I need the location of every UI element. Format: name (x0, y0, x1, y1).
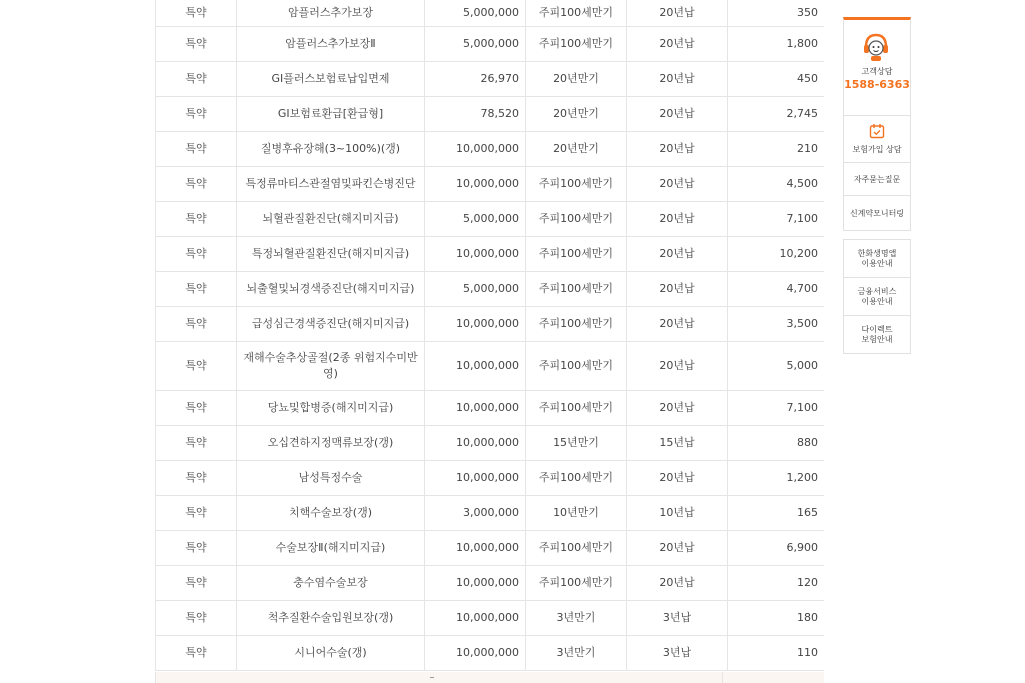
row-term: 주피100세만기 (526, 566, 627, 601)
row-amount: 10,000,000 (425, 132, 526, 167)
rider-table (156, 0, 824, 671)
table-row (156, 202, 824, 237)
table-row (156, 0, 824, 27)
row-name: GI보험료환급[환급형] (237, 97, 425, 132)
row-pay-period: 20년납 (627, 167, 728, 202)
row-premium: 4,700 (728, 272, 825, 307)
contract-monitoring-link[interactable]: 신계약모니터링 (849, 208, 905, 218)
row-type: 특약 (156, 636, 237, 671)
table-row (156, 307, 824, 342)
footer-tick (430, 677, 434, 678)
row-premium: 1,800 (728, 27, 825, 62)
row-amount: 5,000,000 (425, 27, 526, 62)
row-term: 주피100세만기 (526, 461, 627, 496)
table-row (156, 132, 824, 167)
consult-label: 보험가입 상담 (852, 145, 902, 154)
row-premium: 110 (728, 636, 825, 671)
row-pay-period: 20년납 (627, 132, 728, 167)
row-amount: 10,000,000 (425, 461, 526, 496)
row-pay-period: 3년납 (627, 636, 728, 671)
row-name: 급성심근경색증진단(해지미지급) (237, 307, 425, 342)
row-term: 20년만기 (526, 62, 627, 97)
row-name: 오십견하지정맥류보장(갱) (237, 426, 425, 461)
row-name: 특정류마티스관절염및파킨슨병진단 (237, 167, 425, 202)
table-row (156, 342, 824, 391)
row-term: 3년만기 (526, 636, 627, 671)
row-premium: 6,900 (728, 531, 825, 566)
row-premium: 350 (728, 0, 825, 27)
headset-mascot-icon (862, 32, 890, 62)
row-term: 주피100세만기 (526, 307, 627, 342)
row-premium: 210 (728, 132, 825, 167)
row-pay-period: 20년납 (627, 307, 728, 342)
row-type: 특약 (156, 531, 237, 566)
row-type: 특약 (156, 167, 237, 202)
row-pay-period: 20년납 (627, 461, 728, 496)
row-term: 3년만기 (526, 601, 627, 636)
quick-menu (843, 17, 911, 231)
row-term: 15년만기 (526, 426, 627, 461)
row-pay-period: 20년납 (627, 391, 728, 426)
row-pay-period: 15년납 (627, 426, 728, 461)
row-amount: 10,000,000 (425, 636, 526, 671)
row-term: 주피100세만기 (526, 202, 627, 237)
row-premium: 120 (728, 566, 825, 601)
row-type: 특약 (156, 62, 237, 97)
row-name: 특정뇌혈관질환진단(해지미지급) (237, 237, 425, 272)
insurance-consult-link[interactable] (844, 116, 910, 163)
row-amount: 5,000,000 (425, 0, 526, 27)
row-type: 특약 (156, 391, 237, 426)
row-term: 10년만기 (526, 496, 627, 531)
row-amount: 5,000,000 (425, 202, 526, 237)
row-name: 시니어수술(갱) (237, 636, 425, 671)
cs-phone[interactable]: 1588-6363 (844, 78, 910, 91)
row-term: 주피100세만기 (526, 531, 627, 566)
row-pay-period: 20년납 (627, 272, 728, 307)
row-premium: 4,500 (728, 167, 825, 202)
table-row (156, 601, 824, 636)
row-type: 특약 (156, 202, 237, 237)
row-type: 특약 (156, 97, 237, 132)
row-pay-period: 20년납 (627, 0, 728, 27)
row-term: 주피100세만기 (526, 0, 627, 27)
row-name: 암플러스추가보장Ⅱ (237, 27, 425, 62)
row-amount: 10,000,000 (425, 307, 526, 342)
row-pay-period: 20년납 (627, 202, 728, 237)
row-name: GI플러스보험료납입면제 (237, 62, 425, 97)
row-amount: 78,520 (425, 97, 526, 132)
table-row (156, 62, 824, 97)
row-premium: 1,200 (728, 461, 825, 496)
row-premium: 5,000 (728, 342, 825, 391)
row-type: 특약 (156, 307, 237, 342)
cs-label: 고객상담 (861, 67, 893, 76)
row-premium: 7,100 (728, 202, 825, 237)
row-term: 주피100세만기 (526, 391, 627, 426)
row-term: 주피100세만기 (526, 167, 627, 202)
row-type: 특약 (156, 566, 237, 601)
row-name: 충수염수술보장 (237, 566, 425, 601)
row-pay-period: 20년납 (627, 62, 728, 97)
table-footer-band (155, 672, 824, 683)
row-name: 척추질환수술입원보장(갱) (237, 601, 425, 636)
row-name: 질병후유장해(3~100%)(갱) (237, 132, 425, 167)
row-premium: 180 (728, 601, 825, 636)
row-pay-period: 20년납 (627, 566, 728, 601)
row-type: 특약 (156, 272, 237, 307)
row-amount: 5,000,000 (425, 272, 526, 307)
row-term: 20년만기 (526, 97, 627, 132)
row-premium: 7,100 (728, 391, 825, 426)
table-row (156, 272, 824, 307)
row-name: 치핵수술보장(갱) (237, 496, 425, 531)
row-pay-period: 20년납 (627, 342, 728, 391)
row-type: 특약 (156, 237, 237, 272)
row-pay-period: 10년납 (627, 496, 728, 531)
faq-link[interactable]: 자주묻는질문 (844, 163, 910, 196)
row-name: 남성특정수술 (237, 461, 425, 496)
row-type: 특약 (156, 132, 237, 167)
table-row (156, 237, 824, 272)
row-amount: 10,000,000 (425, 391, 526, 426)
row-type: 특약 (156, 27, 237, 62)
row-pay-period: 20년납 (627, 237, 728, 272)
row-type: 특약 (156, 0, 237, 27)
row-type: 특약 (156, 496, 237, 531)
row-premium: 10,200 (728, 237, 825, 272)
table-row (156, 426, 824, 461)
table-row (156, 27, 824, 62)
row-name: 수술보장Ⅱ(해지미지급) (237, 531, 425, 566)
direct-insurance-guide-link[interactable]: 다이렉트 보험안내 (861, 324, 893, 344)
row-term: 주피100세만기 (526, 237, 627, 272)
table-row (156, 636, 824, 671)
row-type: 특약 (156, 461, 237, 496)
row-amount: 26,970 (425, 62, 526, 97)
row-premium: 3,500 (728, 307, 825, 342)
row-term: 20년만기 (526, 132, 627, 167)
row-amount: 10,000,000 (425, 426, 526, 461)
customer-service[interactable] (844, 20, 910, 116)
row-amount: 10,000,000 (425, 167, 526, 202)
table-row (156, 531, 824, 566)
table-row (156, 167, 824, 202)
row-type: 특약 (156, 601, 237, 636)
row-term: 주피100세만기 (526, 342, 627, 391)
row-term: 주피100세만기 (526, 27, 627, 62)
quick-menu-secondary (843, 239, 911, 354)
row-pay-period: 20년납 (627, 27, 728, 62)
row-pay-period: 20년납 (627, 97, 728, 132)
row-pay-period: 20년납 (627, 531, 728, 566)
row-amount: 10,000,000 (425, 237, 526, 272)
row-premium: 450 (728, 62, 825, 97)
row-type: 특약 (156, 342, 237, 391)
row-amount: 10,000,000 (425, 601, 526, 636)
table-row (156, 461, 824, 496)
row-premium: 165 (728, 496, 825, 531)
calendar-check-icon (869, 123, 885, 139)
table-row (156, 566, 824, 601)
rider-table-wrap (155, 0, 824, 671)
row-amount: 3,000,000 (425, 496, 526, 531)
hanwha-app-guide-link[interactable]: 한화생명앱 이용안내 (844, 240, 910, 278)
row-premium: 2,745 (728, 97, 825, 132)
row-name: 당뇨및합병증(해지미지급) (237, 391, 425, 426)
table-row (156, 97, 824, 132)
row-term: 주피100세만기 (526, 272, 627, 307)
row-name: 뇌출혈및뇌경색증진단(해지미지급) (237, 272, 425, 307)
footer-separator (722, 672, 723, 683)
row-name: 재해수술추상골절(2종 위험지수미반영) (237, 342, 425, 391)
table-row (156, 496, 824, 531)
row-name: 뇌혈관질환진단(해지미지급) (237, 202, 425, 237)
row-amount: 10,000,000 (425, 531, 526, 566)
row-premium: 880 (728, 426, 825, 461)
finance-service-guide-link[interactable]: 금융서비스 이용안내 (844, 278, 910, 316)
row-amount: 10,000,000 (425, 342, 526, 391)
table-row (156, 391, 824, 426)
row-type: 특약 (156, 426, 237, 461)
row-amount: 10,000,000 (425, 566, 526, 601)
row-pay-period: 3년납 (627, 601, 728, 636)
row-name: 암플러스추가보장 (237, 0, 425, 27)
